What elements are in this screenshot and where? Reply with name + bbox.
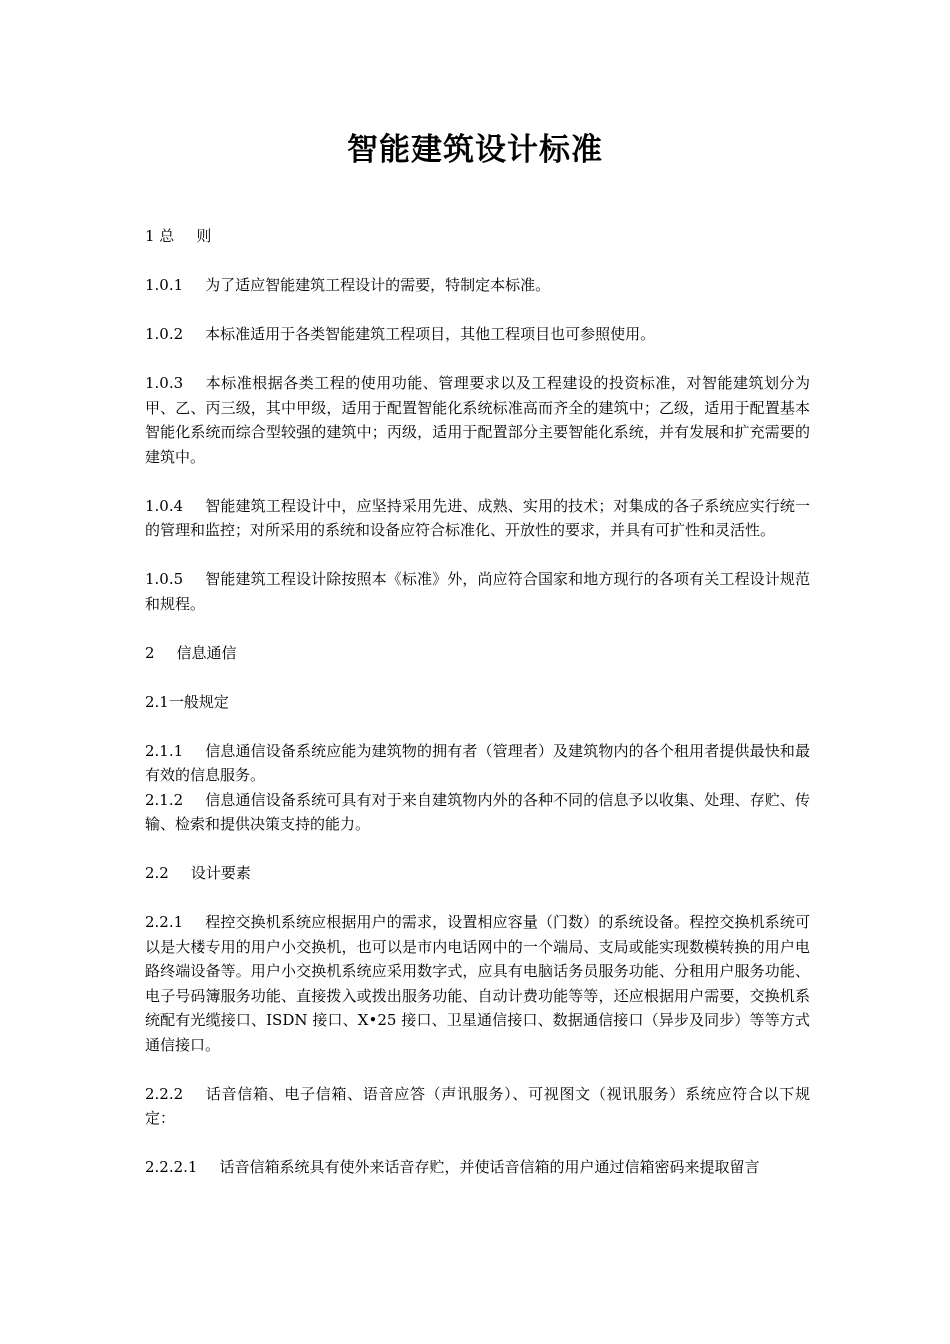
clause-1-0-4: [145, 494, 810, 543]
clause-number: 1.0.2: [145, 325, 184, 343]
clause-1-0-2: [145, 322, 810, 347]
clause-number: 2.1: [145, 692, 169, 711]
clause-number: 2: [145, 643, 155, 662]
clause-2-2-1: [145, 910, 810, 1057]
clause-number: 2.2.2: [145, 1084, 184, 1103]
clause-2-1-1: [145, 739, 810, 788]
clause-text: 话音信箱系统具有使外来话音存贮，并使话音信箱的用户通过信箱密码来提取留言: [219, 1158, 760, 1176]
clause-text: 智能建筑工程设计除按照本《标准》外，尚应符合国家和地方现行的各项有关工程设计规范和规程。: [145, 570, 810, 613]
heading-2-info-comm: [145, 641, 810, 666]
clause-2-2-2: [145, 1082, 810, 1131]
clause-text: 为了适应智能建筑工程设计的需要，特制定本标准。: [205, 276, 551, 294]
clause-number: 1.0.3: [145, 374, 184, 392]
clause-text: 程控交换机系统应根据用户的需求，设置相应容量（门数）的系统设备。程控交换机系统可以是大楼专用的用户小交换机，也可以是市内电话网中的一个端局、支局或能实现数模转换的用户电路终端设备等。用户小交换机系统应采用数字式，应具有电脑话务员服务功能、分租用户服务功能、电子号码簿服务功能、直接拨入或拨出服务功能、自动计费功能等等，还应根据用户需要，交换机系统配有光缆接口、ISDN 接口、X•25 接口、卫星通信接口、数据通信接口（异步及同步）等等方式通信接口。: [145, 913, 810, 1054]
clause-text: 本标准根据各类工程的使用功能、管理要求以及工程建设的投资标准，对智能建筑划分为甲、乙、丙三级，其中甲级，适用于配置智能化系统标准高而齐全的建筑中；乙级，适用于配置基本智能化系统而综合型较强的建筑中；丙级，适用于配置部分主要智能化系统，并有发展和扩充需要的建筑中。: [145, 374, 810, 466]
clause-number: 2.1.1: [145, 741, 184, 760]
clause-1-0-1: [145, 273, 810, 298]
clause-number: 2.2: [145, 864, 169, 882]
heading-2-2-design-elements: [145, 861, 810, 886]
heading-2-1-general-rules: [145, 690, 810, 715]
clause-number: 1 总: [145, 227, 175, 245]
clause-2-1-2: [145, 788, 810, 837]
clause-text: 一般规定: [168, 692, 229, 711]
clause-text: 设计要素: [190, 864, 251, 882]
heading-1-general: [145, 224, 810, 249]
clause-number: 2.2.1: [145, 913, 184, 931]
clause-number: 2.1.2: [145, 790, 184, 809]
clause-number: 1.0.1: [145, 276, 184, 294]
document-title: 智能建筑设计标准: [347, 132, 603, 168]
clause-1-0-5: [145, 567, 810, 616]
clause-text: 则: [196, 227, 212, 245]
clause-number: 1.0.4: [145, 496, 184, 515]
document-body: [145, 224, 810, 1204]
clause-text: 智能建筑工程设计中，应坚持采用先进、成熟、实用的技术；对集成的各子系统应实行统一的管理和监控；对所采用的系统和设备应符合标准化、开放性的要求，并具有可扩性和灵活性。: [145, 496, 810, 539]
clause-1-0-3: [145, 371, 810, 469]
clause-2-2-2-1: [145, 1155, 810, 1180]
clause-text: 本标准适用于各类智能建筑工程项目，其他工程项目也可参照使用。: [205, 325, 656, 343]
clause-number: 1.0.5: [145, 570, 184, 588]
clause-text: 信息通信设备系统应能为建筑物的拥有者（管理者）及建筑物内的各个租用者提供最快和最有效的信息服务。: [145, 741, 810, 784]
clause-number: 2.2.2.1: [145, 1158, 198, 1176]
clause-text: 信息通信设备系统可具有对于来自建筑物内外的各种不同的信息予以收集、处理、存贮、传输、检索和提供决策支持的能力。: [145, 790, 810, 833]
clause-text: 信息通信: [176, 643, 237, 662]
clause-text: 话音信箱、电子信箱、语音应答（声讯服务）、可视图文（视讯服务）系统应符合以下规定：: [145, 1084, 810, 1127]
